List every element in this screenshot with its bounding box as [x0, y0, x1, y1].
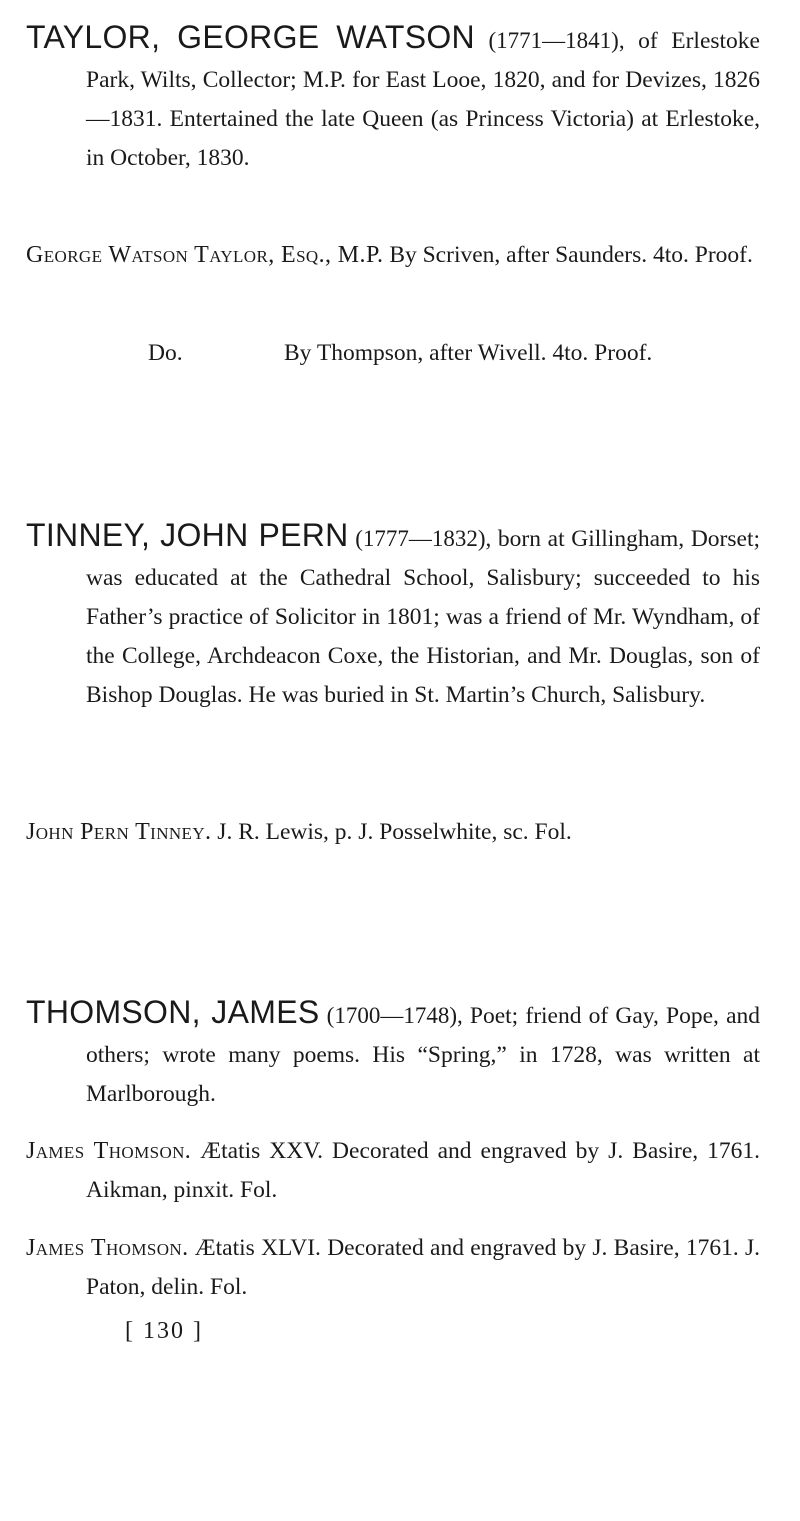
- portrait-details: Ætatis XLVI. Decorated and engraved by J. Basire, 1761. J. Paton, delin. Fol.: [86, 1235, 761, 1300]
- entry-bio: of Erlestoke Park, Wilts, Collector; M.P. for East Looe, 1820, and for Devizes, 1826—1831. Entertained the late Queen (as Princess Victoria) at Erlestoke, in October, 1830.: [86, 28, 760, 171]
- entry-heading: [26, 993, 760, 1114]
- entry-heading: [26, 18, 760, 178]
- portrait-details: J. R. Lewis, p. J. Posselwhite, sc. Fol.: [211, 819, 572, 845]
- entry-dates: (1777—1832),: [355, 526, 492, 551]
- entry-taylor: [26, 18, 760, 178]
- entry-name: THOMSON, JAMES: [26, 994, 320, 1030]
- entry-name: TAYLOR, GEORGE WATSON: [26, 19, 475, 55]
- portrait-thomson-2: [26, 1229, 760, 1307]
- ditto-text: By Thompson, after Wivell. 4to. Proof.: [284, 340, 653, 366]
- portrait-taylor-1: [26, 236, 760, 275]
- page-number: [ 130 ]: [125, 1318, 203, 1344]
- portrait-subject: George Watson Taylor, Esq., M.P.: [26, 242, 384, 268]
- ditto-row: [148, 334, 760, 414]
- portrait-tinney-1: [26, 813, 760, 852]
- portrait-subject: James Thomson.: [26, 1138, 192, 1164]
- portrait-subject: James Thomson.: [26, 1235, 189, 1261]
- entry-bio: born at Gillingham, Dorset; was educated at the Cathedral School, Salisbury; succeeded to his Father’s practice of Solicitor in 1801; was a friend of Mr. Wyndham, of the College, Archdeacon Coxe, the Historian, and Mr. Douglas, son of Bishop Douglas. He was buried in St. Martin’s Church, Salisbury.: [86, 526, 760, 708]
- entry-name: TINNEY, JOHN PERN: [26, 517, 349, 553]
- ditto-label: Do.: [148, 340, 183, 366]
- portrait-details: By Scriven, after Saunders. 4to. Proof.: [383, 242, 753, 268]
- entry-dates: (1700—1748),: [326, 1003, 463, 1028]
- entry-dates: (1771—1841),: [488, 28, 625, 53]
- portrait-subject: John Pern Tinney.: [26, 819, 212, 845]
- entry-heading: [26, 516, 760, 715]
- portrait-details: Ætatis XXV. Decorated and engraved by J. Basire, 1761. Aikman, pinxit. Fol.: [86, 1138, 761, 1203]
- entry-bio: Poet; friend of Gay, Pope, and others; wrote many poems. His “Spring,” in 1728, was written at Marlborough.: [86, 1003, 760, 1107]
- portrait-thomson-1: [26, 1132, 760, 1210]
- entry-thomson: [26, 993, 760, 1114]
- entry-tinney: [26, 516, 760, 715]
